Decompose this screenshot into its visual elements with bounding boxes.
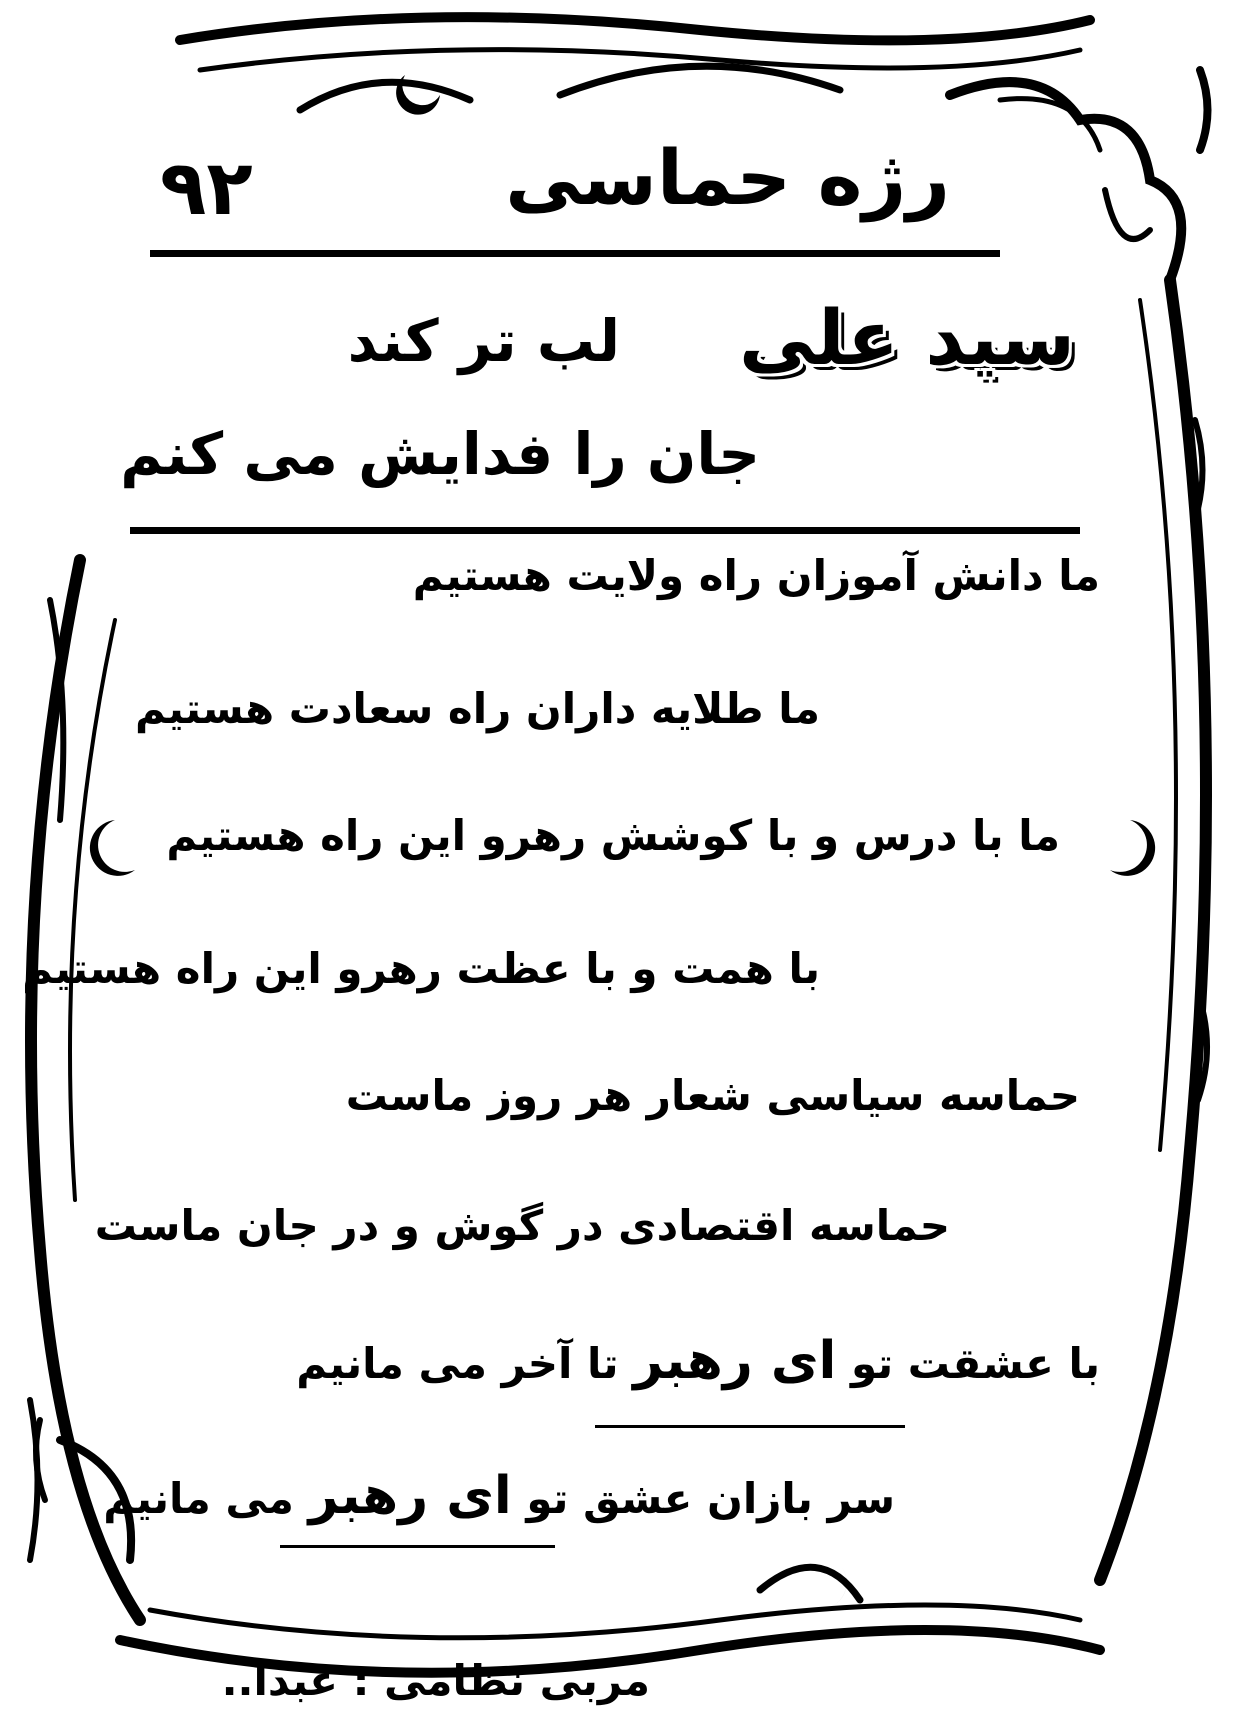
closing-underline-2: [280, 1545, 555, 1548]
closing-line-1-end: تا آخر می مانیم: [296, 1339, 619, 1388]
closing-line-2-start: سر بازان عشق تو: [526, 1474, 895, 1523]
closing-line-1-start: با عشقت تو: [850, 1339, 1100, 1388]
poem-line-4: با همت و با عظت رهرو این راه هستیم: [22, 944, 820, 993]
poem-line-2: ما طلایه داران راه سعادت هستیم: [135, 684, 820, 733]
closing-line-1: [296, 1331, 1100, 1391]
poem-line-5: حماسه سیاسی شعار هر روز ماست: [345, 1071, 1080, 1120]
poem-line-1: ما دانش آموزان راه ولایت هستیم: [412, 551, 1100, 600]
closing-line-2-end: می مانیم: [103, 1474, 294, 1523]
closing-line-2: [103, 1466, 895, 1526]
title-underline: [150, 250, 1000, 257]
slogan-name: سید علی: [739, 293, 1075, 382]
closing-line-2-emph: ای رهبر: [308, 1466, 512, 1526]
closing-underline-1: [595, 1425, 905, 1428]
poem-line-6: حماسه اقتصادی در گوش و در جان ماست: [94, 1201, 950, 1250]
signature: مربی نظامی : عبدا..: [221, 1656, 650, 1705]
year-label: ۹۲: [160, 143, 253, 232]
page-title: رژه حماسی: [505, 133, 950, 222]
slogan-line-1: لب تر کند: [347, 307, 620, 375]
closing-line-1-emph: ای رهبر: [633, 1331, 837, 1391]
slogan-line-2: جان را فدایش می کنم: [120, 420, 760, 488]
slogan-divider: [130, 527, 1080, 534]
poem-line-3: ما با درس و با کوشش رهرو این راه هستیم: [166, 811, 1060, 860]
